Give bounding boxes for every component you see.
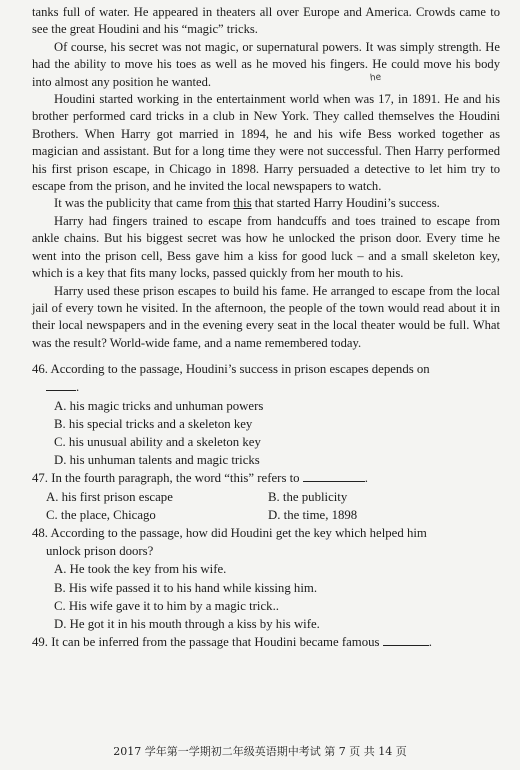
option-48-b[interactable]: B. His wife passed it to his hand while kissing him. [54, 580, 318, 595]
questions-section [32, 360, 500, 651]
option-47-b[interactable]: B. the publicity [268, 489, 348, 504]
question-48 [32, 524, 500, 633]
question-49 [32, 633, 500, 651]
question-46-blank-line: . [32, 378, 500, 396]
paragraph-2: Of course, his secret was not magic, or supernatural powers. It was simply strength. He had the ability to move his toes as well as he moved his fingers. He could move his body into almost any position he wanted. [32, 39, 500, 89]
question-47 [32, 469, 500, 524]
paragraph-4 [32, 195, 500, 212]
question-46 [32, 360, 500, 469]
page-footer: 2017 学年第一学期初二年级英语期中考试 第 7 页 共 14 页 [113, 745, 407, 758]
option-47-a[interactable]: A. his first prison escape [46, 489, 173, 504]
option-48-d[interactable]: D. He got it in his mouth through a kiss by his wife. [54, 616, 320, 631]
option-47-c[interactable]: C. the place, Chicago [46, 507, 156, 522]
question-47-stem-line: 47. In the fourth paragraph, the word “this” refers to . [32, 471, 368, 486]
question-48-stem-cont: unlock prison doors? [46, 544, 154, 559]
reading-passage [32, 4, 500, 352]
answer-blank-47[interactable] [303, 469, 365, 482]
option-47-d[interactable]: D. the time, 1898 [268, 507, 358, 522]
answer-blank-49[interactable] [383, 633, 429, 646]
option-48-a[interactable]: A. He took the key from his wife. [54, 562, 227, 577]
question-49-stem-line: 49. It can be inferred from the passage that Houdini became famous . [32, 635, 432, 650]
paragraph-5: Harry had fingers trained to escape from handcuffs and toes trained to escape from ankle chains. But his biggest secret was how he unlocked the prison door. Every time he went into the prison cell, Bess gave him a kiss for good luck – and a small skeleton key, which is a key that fits many locks, passed quickly from her mouth to his. [32, 213, 500, 281]
handwritten-note: he [369, 72, 382, 84]
option-46-a[interactable]: A. his magic tricks and unhuman powers [54, 398, 264, 413]
question-46-stem: 46. According to the passage, Houdini’s success in prison escapes depends on [32, 362, 430, 377]
paragraph-3: Houdini started working in the entertainment world when was 17, in 1891. He and his brother performed card tricks in a club in New York. They called themselves the Houdini Brothers. When Harry got married in 1894, he and his wife Bess worked together as magician and assistant. But for a long time they were not successful. Then Harry performed his first prison escape, in Chicago in 1898. Harry persuaded a detective to let him try to escape from the prison, and he invited the local newspapers to watch. [32, 92, 500, 194]
option-48-c[interactable]: C. His wife gave it to him by a magic trick.. [54, 598, 279, 613]
paragraph-4-after: that started Harry Houdini’s success. [251, 196, 440, 211]
option-46-c[interactable]: C. his unusual ability and a skeleton key [54, 434, 261, 449]
underlined-word-this: this [233, 196, 252, 211]
answer-blank-46[interactable] [46, 378, 76, 391]
paragraph-4-before: It was the publicity that came from [54, 196, 234, 211]
option-46-d[interactable]: D. his unhuman talents and magic tricks [54, 453, 260, 468]
question-48-stem: 48. According to the passage, how did Houdini get the key which helped him [32, 525, 427, 540]
options-row-47-ab [32, 488, 500, 506]
paragraph-6: Harry used these prison escapes to build his fame. He arranged to escape from the local jail of every town he visited. In the afternoon, the people of the town would read about it in their local newspapers and in the evening every seat in the local theater would be full. What was the result? World-wide fame, and a name remembered today. [32, 283, 500, 350]
option-46-b[interactable]: B. his special tricks and a skeleton key [54, 416, 253, 431]
paragraph-1-tail: tanks full of water. He appeared in theaters all over Europe and America. Crowds came to see the great Houdini and his “magic” tricks. [32, 5, 500, 37]
options-row-47-cd [32, 506, 500, 524]
